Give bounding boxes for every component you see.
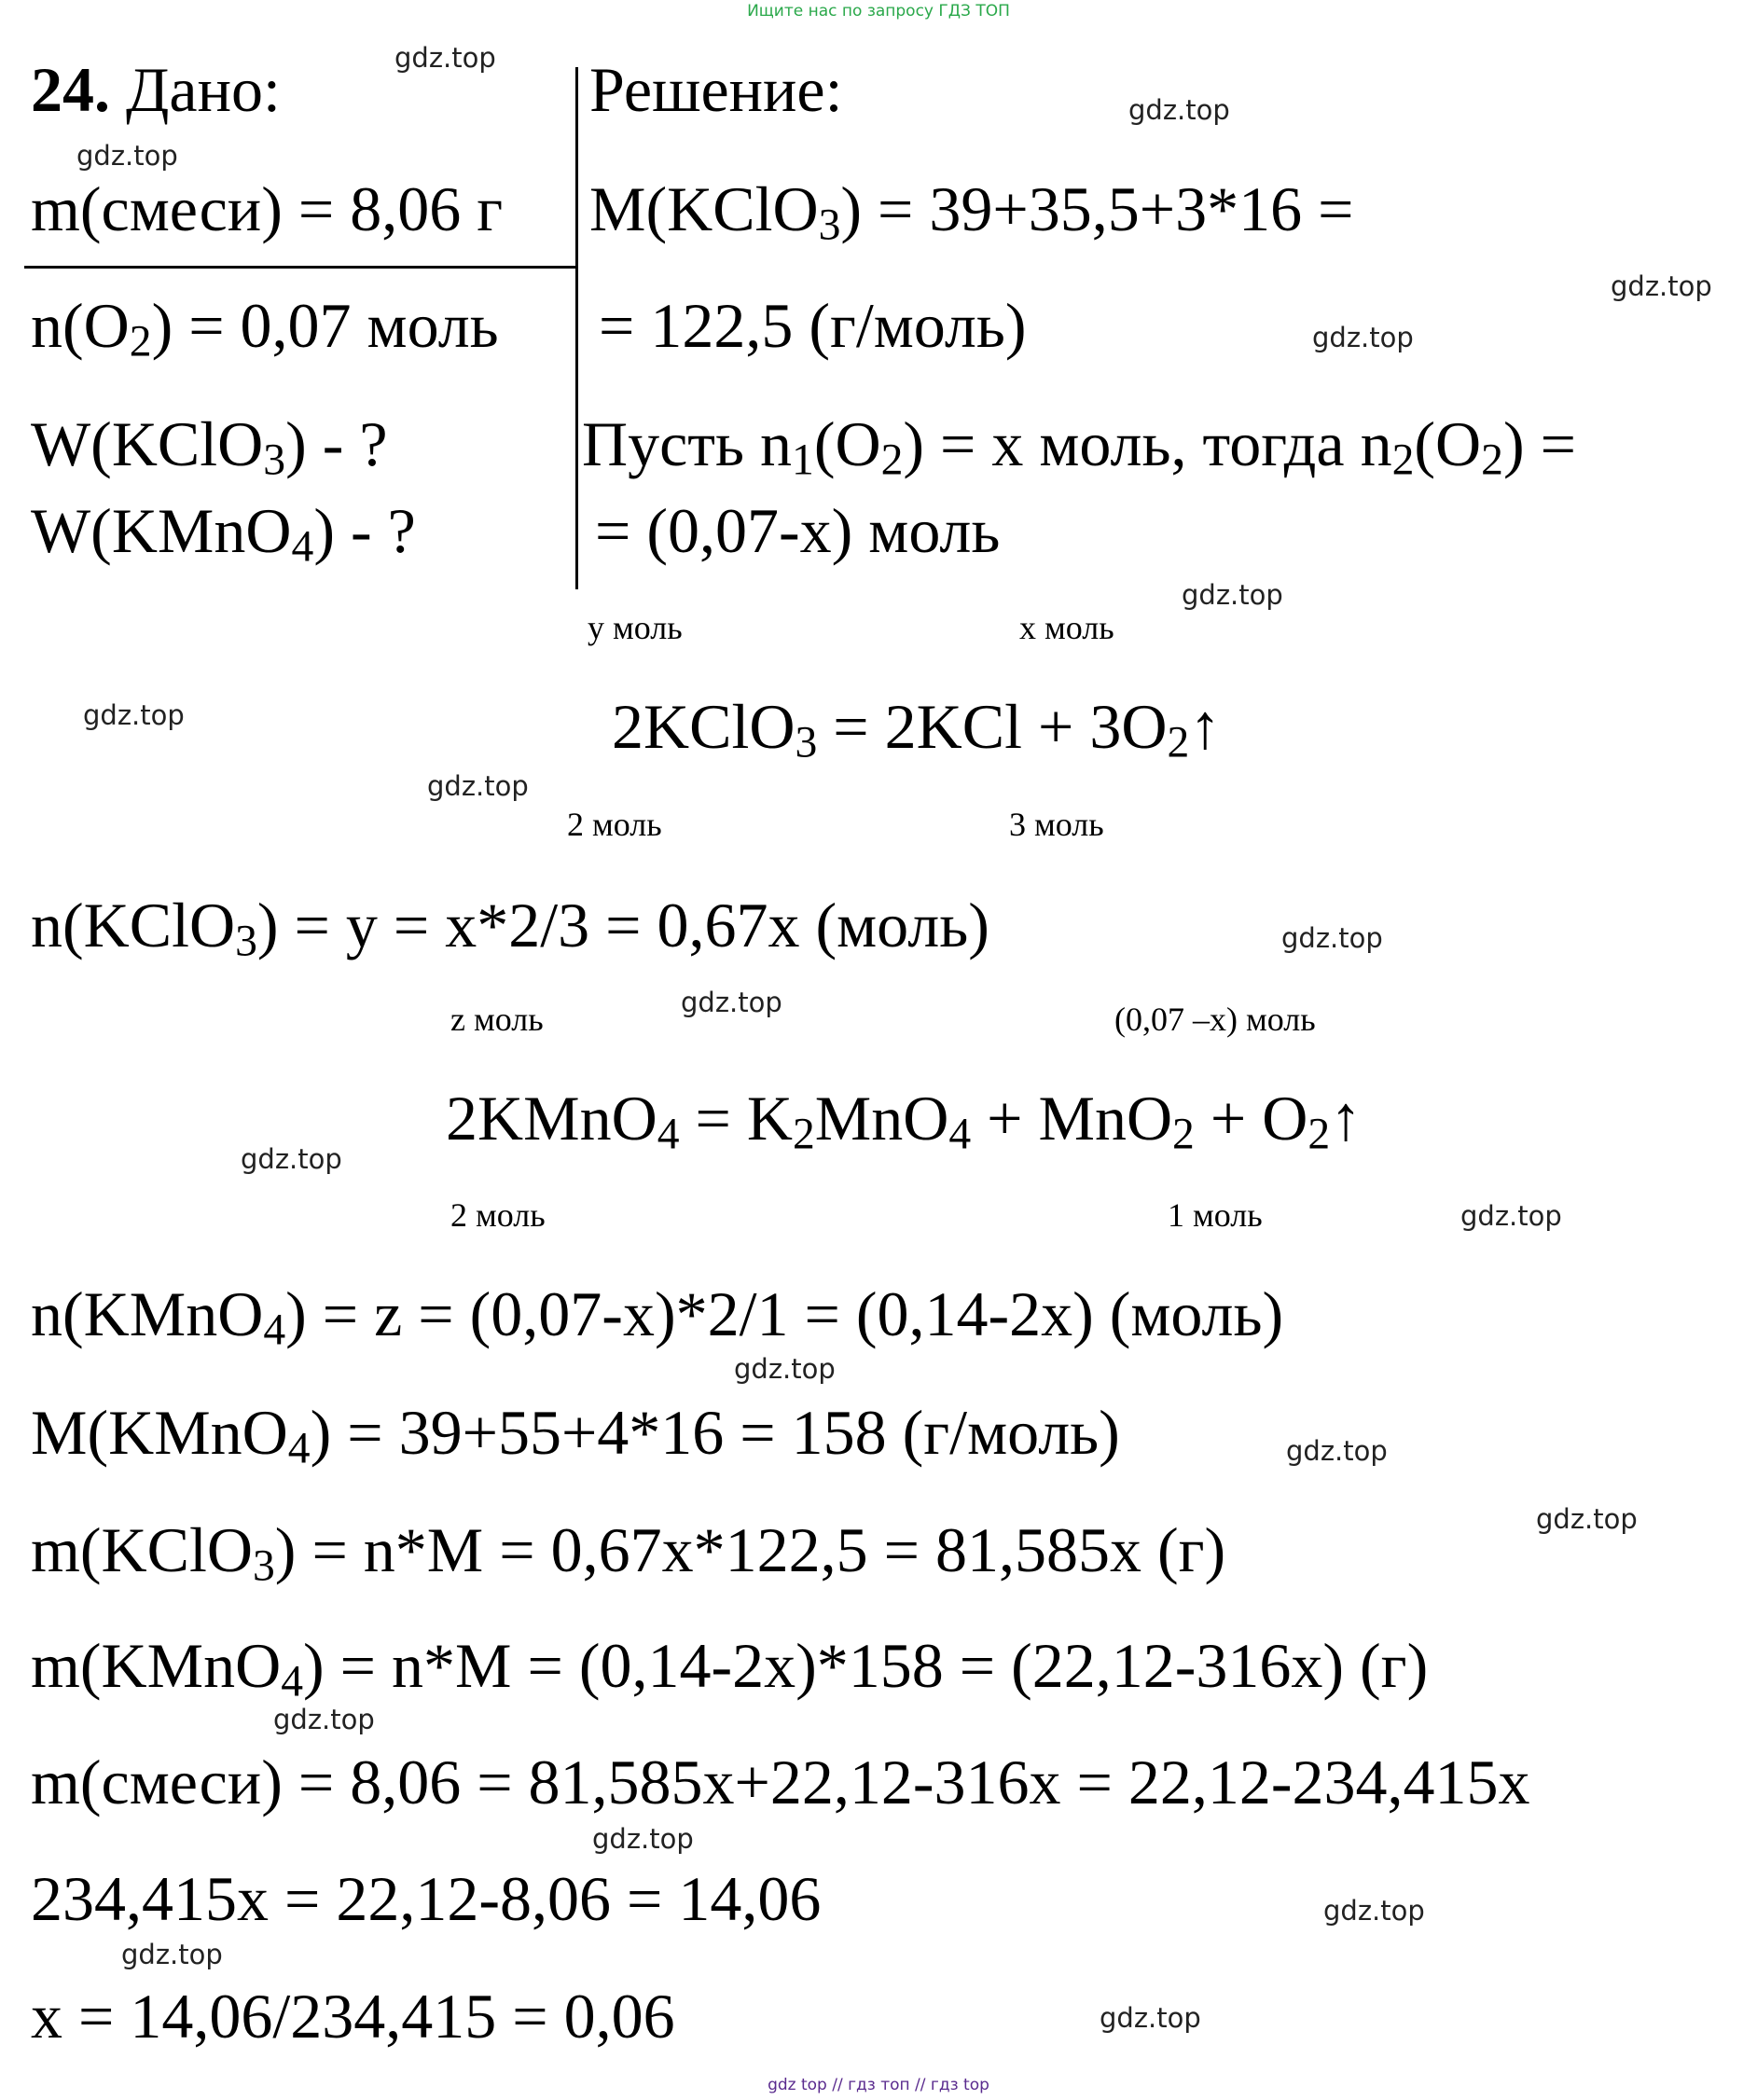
watermark: gdz.top [592, 1823, 694, 1855]
molar-mass-kmno4-line: M(KMnO$_4$) = 39+55+4*16 = 158 (г/моль) [31, 1397, 1120, 1473]
watermark: gdz.top [1611, 270, 1712, 302]
solve-line-2: x = 14,06/234,415 = 0,06 [31, 1981, 675, 2052]
r1-above-right: x моль [1019, 609, 1114, 646]
watermark: gdz.top [121, 1939, 223, 1970]
r1-below-left: 2 моль [567, 806, 662, 843]
watermark: gdz.top [1182, 579, 1283, 611]
watermark: gdz.top [1536, 1503, 1638, 1535]
watermark: gdz.top [734, 1353, 836, 1385]
mass-mix-equation: m(смеси) = 8,06 = 81,585x+22,12-316x = 22,12-234,415x [31, 1747, 1530, 1817]
given-n-o2: $n(O_2) = 0,07$ моль [31, 290, 499, 366]
watermark: gdz.top [1460, 1200, 1562, 1232]
watermark: gdz.top [76, 140, 178, 172]
r1-below-right: 3 моль [1009, 806, 1104, 843]
molar-mass-kclo3-result: = 122,5 (г/моль) [599, 290, 1027, 361]
solution-title: Решение: [589, 54, 843, 125]
given-mass-mix: m(смеси) = 8,06 г [31, 173, 504, 244]
given-label: Дано: [126, 54, 281, 125]
watermark: gdz.top [681, 987, 782, 1018]
given-title [31, 54, 281, 125]
watermark: gdz.top [241, 1143, 342, 1175]
watermark: gdz.top [1100, 2002, 1201, 2034]
solve-line-1: 234,415x = 22,12-8,06 = 14,06 [31, 1863, 822, 1934]
r1-above-left: y моль [588, 609, 683, 646]
watermark: gdz.top [1323, 1895, 1425, 1927]
find-w-kclo3: W(KClO$_3$) - ? [31, 408, 388, 485]
reaction1-equation: 2KClO$_3$ = $2KCl + 3O_2↑$ [612, 691, 1222, 767]
watermark: gdz.top [394, 42, 496, 74]
watermark: gdz.top [273, 1704, 375, 1735]
find-w-kmno4: W(KMnO$_4$) - ? [31, 495, 416, 572]
watermark: gdz.top [1281, 922, 1383, 954]
mass-kclo3-line: m(KClO$_3$) = n*M = 0,67x*122,5 = 81,585x (г) [31, 1514, 1226, 1591]
let-statement-continued: = (0,07-x) моль [595, 495, 1001, 566]
vertical-divider [575, 67, 578, 589]
watermark: gdz.top [1312, 322, 1414, 353]
horizontal-divider [24, 266, 576, 269]
footer-note: gdz top // гдз топ // гдз top [768, 2076, 989, 2094]
header-note: Ищите нас по запросу ГДЗ ТОП [747, 2, 1010, 21]
watermark: gdz.top [427, 770, 529, 802]
r2-below-right: 1 моль [1168, 1196, 1263, 1234]
reaction2-equation: 2KMnO$_4$ = $K_2MnO_4 + MnO_2$ + $O_2↑$ [446, 1083, 1363, 1159]
molar-mass-kclo3: M(KClO$_3$) = 39+35,5+3*16 = [589, 173, 1354, 250]
problem-number: 24. [31, 54, 110, 125]
watermark: gdz.top [1286, 1435, 1388, 1467]
n-kmno4-line: n(KMnO$_4$) = z = (0,07-x)*2/1 = (0,14-2x) (моль) [31, 1278, 1284, 1355]
mass-kmno4-line: m(KMnO$_4$) = n*M = (0,14-2x)*158 = (22,12-316x) (г) [31, 1630, 1429, 1706]
watermark: gdz.top [1128, 94, 1230, 126]
watermark: gdz.top [83, 699, 185, 731]
r2-below-left: 2 моль [450, 1196, 546, 1234]
n-kclo3-line: n(KClO$_3$) = y = x*2/3 = 0,67x (моль) [31, 890, 989, 966]
let-statement: Пусть $n_1(O_2) = x$ моль, тогда $n_2(O_2)$ = [582, 408, 1576, 485]
r2-above-left: z моль [450, 1001, 544, 1038]
r2-above-right: (0,07 –x) моль [1114, 1001, 1316, 1038]
